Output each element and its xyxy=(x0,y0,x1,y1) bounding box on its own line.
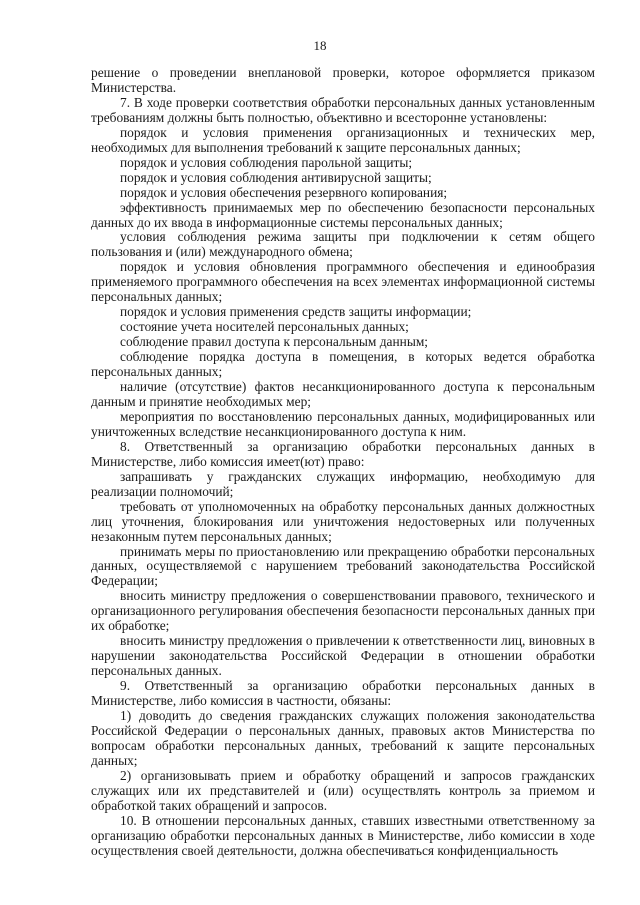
page-number: 18 xyxy=(313,38,327,53)
paragraph: решение о проведении внеплановой проверки, которое оформляется приказом Министерства. xyxy=(91,65,595,95)
paragraph: соблюдение порядка доступа в помещения, в которых ведется обработка персональных данных; xyxy=(91,349,595,380)
paragraph: порядок и условия применения организационных и технических мер, необходимых для выполнения требований к защите персональных данных; xyxy=(91,124,595,155)
paragraph: порядок и условия применения средств защиты информации; xyxy=(120,304,472,320)
paragraph: наличие (отсутствие) фактов несанкционированного доступа к персональным данным и принятие необходимых мер; xyxy=(91,379,595,409)
paragraph: принимать меры по приостановлению или прекращению обработки персональных данных, осуществляемой с нарушением требований законодательства Российской Федерации; xyxy=(91,543,595,589)
paragraph: состояние учета носителей персональных данных; xyxy=(120,319,409,335)
paragraph: 8. Ответственный за организацию обработки персональных данных в Министерстве, либо комиссия имеет(ют) право: xyxy=(91,438,595,469)
paragraph: порядок и условия обновления программного обеспечения и единообразия применяемого программного обеспечения на всех элементах информационной системы персональных данных; xyxy=(91,259,595,305)
paragraph: запрашивать у гражданских служащих информацию, необходимую для реализации полномочий; xyxy=(91,468,595,499)
paragraph: условия соблюдения режима защиты при подключении к сетям общего пользования и (или) международного обмена; xyxy=(91,229,595,260)
paragraph: 7. В ходе проверки соответствия обработки персональных данных установленным требованиям должны быть полностью, объективно и всесторонне установлены: xyxy=(91,94,595,125)
paragraph: порядок и условия обеспечения резервного копирования; xyxy=(120,184,448,200)
paragraph: 1) доводить до сведения гражданских служащих положения законодательства Российской Федерации о персональных данных, правовых актов Министерства по вопросам обработки персональных данных, требований к защите персональных данных; xyxy=(91,707,595,768)
paragraph: 2) организовывать прием и обработку обращений и запросов гражданских служащих или их представителей и (или) осуществлять контроль за приемом и обработкой таких обращений и запросов. xyxy=(91,767,595,813)
paragraph: вносить министру предложения о совершенствовании правового, технического и организационного регулирования обеспечения безопасности персональных данных при их обработке; xyxy=(91,588,595,634)
document-body xyxy=(91,66,595,859)
paragraph: 9. Ответственный за организацию обработки персональных данных в Министерстве, либо комиссия в частности, обязаны: xyxy=(91,678,595,709)
paragraph: эффективность принимаемых мер по обеспечению безопасности персональных данных до их ввода в информационные системы персональных данных; xyxy=(91,199,595,230)
paragraph: порядок и условия соблюдения антивирусной защиты; xyxy=(120,169,432,185)
paragraph: 10. В отношении персональных данных, ставших известными ответственному за организацию обработки персональных данных в Министерстве, либо комиссии в ходе осуществления своей деятельности, должна обеспечиваться конфиденциальность xyxy=(91,812,595,858)
paragraph: мероприятия по восстановлению персональных данных, модифицированных или уничтоженных вследствие несанкционированного доступа к ним. xyxy=(91,408,595,439)
paragraph: соблюдение правил доступа к персональным данным; xyxy=(120,334,429,350)
paragraph: требовать от уполномоченных на обработку персональных данных должностных лиц уточнения, блокирования или уничтожения недостоверных или полученных незаконным путем персональных данных; xyxy=(91,498,595,544)
paragraph: порядок и условия соблюдения парольной защиты; xyxy=(120,154,413,170)
paragraph: вносить министру предложения о привлечении к ответственности лиц, виновных в нарушении законодательства Российской Федерации в отношении обработки персональных данных. xyxy=(91,633,595,679)
